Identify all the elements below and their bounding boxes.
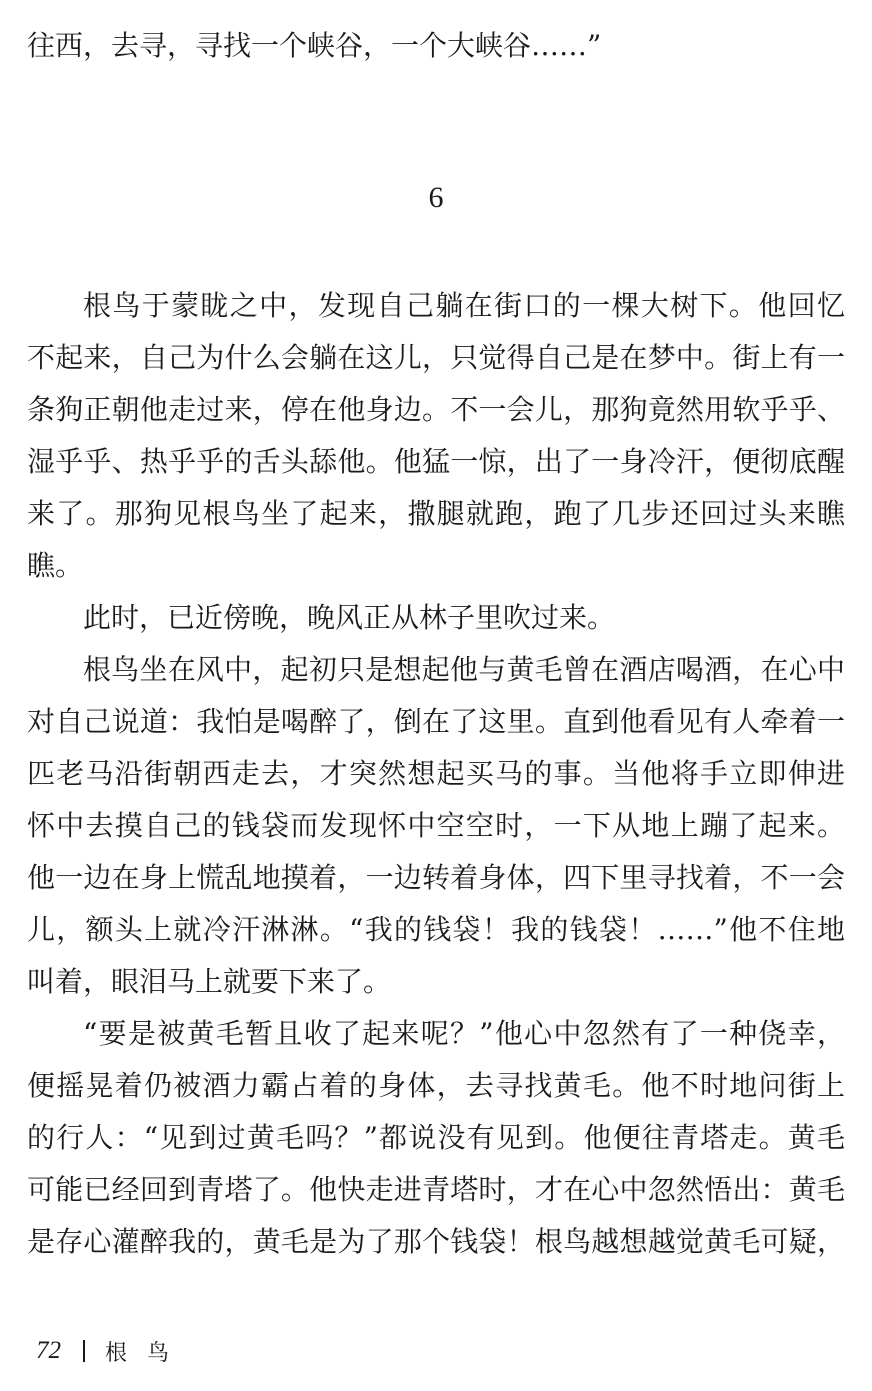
text-line: 往西，去寻，寻找一个峡谷，一个大峡谷……” bbox=[27, 29, 602, 62]
body-text bbox=[27, 280, 845, 1268]
text-line: 不起来，自己为什么会躺在这儿，只觉得自己是在梦中。街上有一 bbox=[27, 341, 845, 374]
continued-paragraph bbox=[27, 20, 845, 72]
text-line: 叫着，眼泪马上就要下来了。 bbox=[27, 965, 392, 998]
text-line: 便摇晃着仍被酒力霸占着的身体，去寻找黄毛。他不时地问街上 bbox=[27, 1069, 845, 1102]
page-footer bbox=[36, 1331, 189, 1371]
text-line: 对自己说道：我怕是喝醉了，倒在了这里。直到他看见有人牵着一 bbox=[27, 705, 845, 738]
text-line: 湿乎乎、热乎乎的舌头舔他。他猛一惊，出了一身冷汗，便彻底醒 bbox=[27, 445, 845, 478]
text-line: 瞧。 bbox=[27, 549, 84, 582]
text-line: 根鸟于蒙眬之中，发现自己躺在街口的一棵大树下。他回忆 bbox=[83, 289, 845, 322]
text-line: 此时，已近傍晚，晚风正从林子里吹过来。 bbox=[83, 601, 616, 634]
text-line: 他一边在身上慌乱地摸着，一边转着身体，四下里寻找着，不一会 bbox=[27, 861, 845, 894]
text-line: 儿，额头上就冷汗淋淋。“我的钱袋！我的钱袋！……”他不住地 bbox=[27, 913, 845, 946]
section-number: 6 bbox=[428, 181, 444, 214]
footer-divider bbox=[83, 1340, 85, 1362]
text-line: 可能已经回到青塔了。他快走进青塔时，才在心中忽然悟出：黄毛 bbox=[27, 1173, 845, 1206]
page-number: 72 bbox=[36, 1337, 61, 1364]
text-line: 来了。那狗见根鸟坐了起来，撒腿就跑，跑了几步还回过头来瞧 bbox=[27, 497, 845, 530]
text-line: 条狗正朝他走过来，停在他身边。不一会儿，那狗竟然用软乎乎、 bbox=[27, 393, 845, 426]
text-line: 匹老马沿街朝西走去，才突然想起买马的事。当他将手立即伸进 bbox=[27, 757, 845, 790]
text-line: 是存心灌醉我的，黄毛是为了那个钱袋！根鸟越想越觉黄毛可疑， bbox=[27, 1225, 845, 1258]
text-line: 怀中去摸自己的钱袋而发现怀中空空时，一下从地上蹦了起来。 bbox=[27, 809, 845, 842]
text-line: 根鸟坐在风中，起初只是想起他与黄毛曾在酒店喝酒，在心中 bbox=[83, 653, 845, 686]
text-line: “要是被黄毛暂且收了起来呢？”他心中忽然有了一种侥幸， bbox=[83, 1017, 845, 1050]
text-line: 的行人：“见到过黄毛吗？”都说没有见到。他便往青塔走。黄毛 bbox=[27, 1121, 845, 1154]
book-title: 根鸟 bbox=[105, 1340, 190, 1366]
